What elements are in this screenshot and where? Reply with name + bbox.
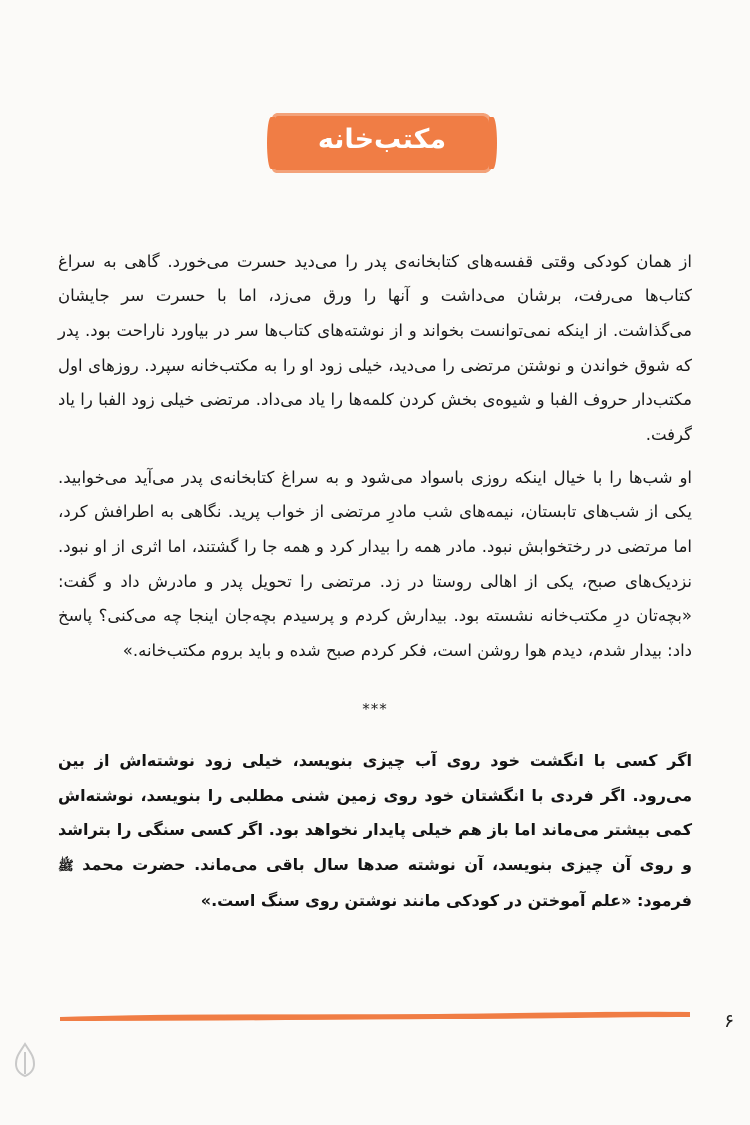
quote-paragraph: [58, 744, 692, 919]
quote-text-after: فرمود: «علم آموختن در کودکی مانند نوشتن روی سنگ است.»: [200, 891, 692, 910]
paragraph-2: او شب‌ها را با خیال اینکه روزی باسواد می‌شود و به سراغ کتابخانه‌ی پدر می‌آید می‌خوابید. یکی از شب‌های تابستان، نیمه‌های شب مادرِ مرتضی از خواب پرید. نگاهی به اطرافش کرد، اما مرتضی در رختخوابش نبود. مادر همه را بیدار کرد و همه جا را گشتند، اما اثری از او نبود. نزدیک‌های صبح، یکی از اهالی روستا در زد. مرتضی را تحویل پدر و مادرش داد و گفت: «بچه‌تان درِ مکتب‌خانه نشسته بود. بیدارش کردم و پرسیدم بچه‌جان اینجا چه می‌کنی؟ پاسخ داد: بیدار شدم، دیدم هوا روشن است، فکر کردم صبح شده و باید بروم مکتب‌خانه.»: [58, 467, 692, 661]
honorific-glyph: ﷺ: [58, 858, 74, 874]
page-number: ۶: [724, 1010, 735, 1032]
chapter-title: مکتب‌خانه: [317, 124, 447, 155]
footer-brush-line: [58, 1008, 692, 1024]
publisher-logo-icon: [10, 1040, 40, 1080]
quote-text-before: اگر کسی با انگشت خود روی آب چیزی بنویسد، خیلی زود نوشته‌اش از بین می‌رود. اگر فردی با انگشتان خود روی زمین شنی مطلبی را بنویسد، نوشته‌اش کمی بیشتر می‌ماند اما باز هم خیلی پایدار نخواهد بود. اگر کسی سنگی را بتراشد و روی آن چیزی بنویسد، آن نوشته صدها سال باقی می‌ماند. حضرت محمد: [58, 751, 693, 874]
paragraph-1: از همان کودکی وقتی قفسه‌های کتابخانه‌ی پدر را می‌دید حسرت می‌خورد. گاهی به سراغ کتاب‌ها می‌رفت، برشان می‌داشت و آنها را ورق می‌زد، اما با حسرت سر جایشان می‌گذاشت. از اینکه نمی‌توانست بخواند و از نوشته‌های کتاب‌ها سر در بیاورد ناراحت بود. پدر که شوق خواندن و نوشتن مرتضی را می‌دید، خیلی زود او را به مکتب‌خانه سپرد. روزهای اول مکتب‌دار حروف الفبا و شیوه‌ی بخش کردن کلمه‌ها را یاد می‌داد. مرتضی خیلی زود الفبا را یاد گرفت.: [58, 251, 692, 445]
chapter-title-badge: [272, 113, 492, 173]
section-separator: ***: [362, 700, 388, 718]
